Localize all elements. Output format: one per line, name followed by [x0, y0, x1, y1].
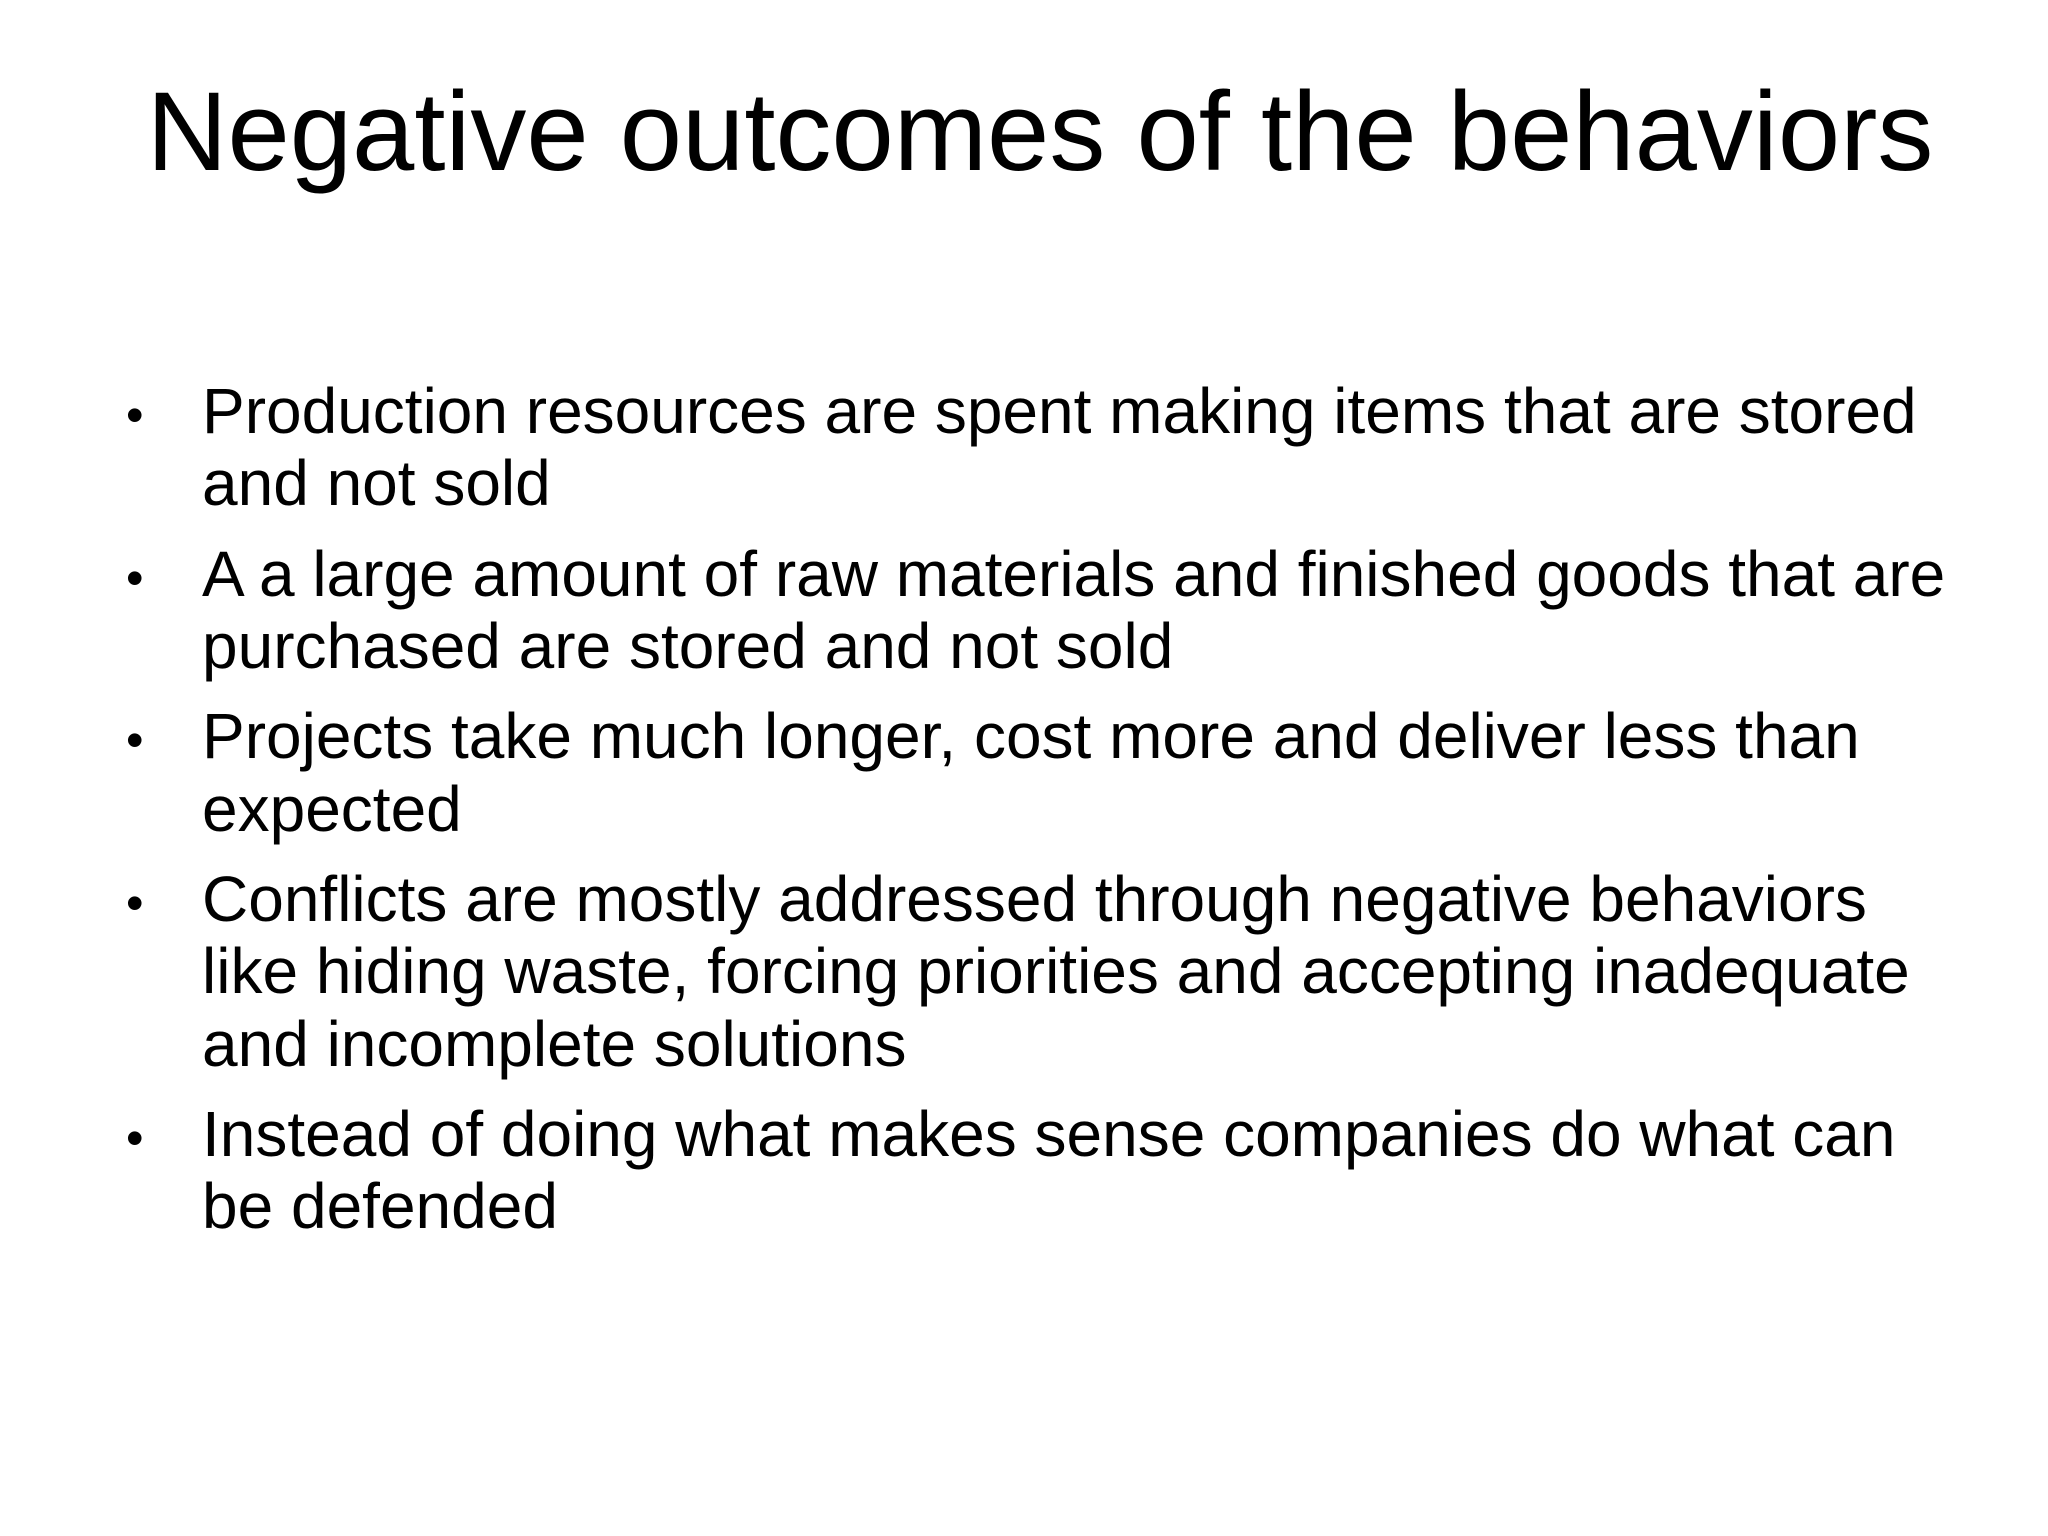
bullet-icon: •: [126, 1109, 144, 1166]
bullet-text: Conflicts are mostly addressed through negative behaviors like hiding waste, forcing priorities and accepting inadequate and incomplete solutions: [202, 862, 1910, 1080]
bullet-icon: •: [126, 549, 144, 606]
bullet-text: Production resources are spent making items that are stored and not sold: [202, 375, 1917, 520]
bullet-item: [120, 700, 1980, 845]
bullet-icon: •: [126, 387, 144, 443]
bullet-icon: •: [126, 874, 144, 931]
slide-title: Negative outcomes of the behaviors: [146, 69, 1934, 194]
bullet-icon: •: [126, 712, 144, 769]
bullet-item: [120, 375, 1980, 520]
bullet-item: [120, 538, 1980, 683]
bullet-text: Instead of doing what makes sense companies do what can be defended: [202, 1097, 1896, 1243]
bullet-item: [120, 863, 1980, 1080]
bullet-text: A a large amount of raw materials and finished goods that are purchased are stored and not sold: [202, 537, 1946, 682]
bullet-list: [120, 375, 1980, 1260]
bullet-item: [120, 1098, 1980, 1243]
bullet-text: Projects take much longer, cost more and deliver less than expected: [202, 700, 1860, 845]
